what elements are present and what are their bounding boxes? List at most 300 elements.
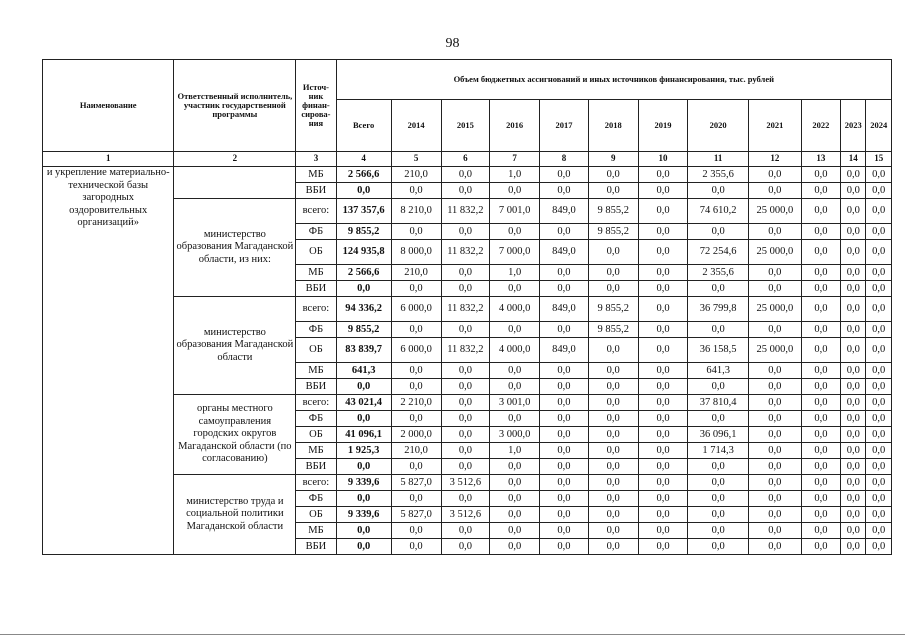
- year-value-cell: 0,0: [748, 507, 801, 523]
- year-value-cell: 0,0: [638, 459, 688, 475]
- year-value-cell: 0,0: [391, 322, 441, 338]
- header-year: 2024: [866, 100, 892, 152]
- year-value-cell: 0,0: [490, 459, 540, 475]
- year-value-cell: 7 001,0: [490, 199, 540, 224]
- total-cell: 0,0: [336, 183, 391, 199]
- column-number: 12: [748, 152, 801, 167]
- year-value-cell: 9 855,2: [588, 199, 638, 224]
- year-value-cell: 0,0: [688, 523, 748, 539]
- funding-source-cell: ВБИ: [296, 539, 336, 555]
- year-value-cell: 0,0: [540, 265, 589, 281]
- year-value-cell: 0,0: [748, 322, 801, 338]
- year-value-cell: 0,0: [588, 443, 638, 459]
- year-value-cell: 849,0: [540, 297, 589, 322]
- year-value-cell: 0,0: [801, 265, 840, 281]
- year-value-cell: 0,0: [391, 539, 441, 555]
- year-value-cell: 11 832,2: [441, 338, 490, 363]
- year-value-cell: 3 001,0: [490, 395, 540, 411]
- total-cell: 9 855,2: [336, 224, 391, 240]
- year-value-cell: 5 827,0: [391, 507, 441, 523]
- year-value-cell: 0,0: [490, 379, 540, 395]
- header-year: 2023: [841, 100, 866, 152]
- year-value-cell: 9 855,2: [588, 224, 638, 240]
- header-year: 2021: [748, 100, 801, 152]
- year-value-cell: 0,0: [441, 322, 490, 338]
- year-value-cell: 0,0: [540, 395, 589, 411]
- year-value-cell: 0,0: [588, 523, 638, 539]
- year-value-cell: 0,0: [688, 281, 748, 297]
- year-value-cell: 0,0: [801, 183, 840, 199]
- year-value-cell: 0,0: [801, 411, 840, 427]
- year-value-cell: 0,0: [866, 539, 892, 555]
- year-value-cell: 0,0: [801, 240, 840, 265]
- column-number: 11: [688, 152, 748, 167]
- year-value-cell: 0,0: [540, 459, 589, 475]
- year-value-cell: 0,0: [748, 183, 801, 199]
- year-value-cell: 0,0: [540, 443, 589, 459]
- year-value-cell: 0,0: [866, 281, 892, 297]
- year-value-cell: 0,0: [841, 459, 866, 475]
- funding-source-cell: ФБ: [296, 491, 336, 507]
- year-value-cell: 0,0: [748, 224, 801, 240]
- year-value-cell: 0,0: [391, 491, 441, 507]
- header-year: 2015: [441, 100, 490, 152]
- year-value-cell: 0,0: [540, 379, 589, 395]
- year-value-cell: 0,0: [540, 427, 589, 443]
- year-value-cell: 0,0: [866, 523, 892, 539]
- year-value-cell: 0,0: [588, 411, 638, 427]
- funding-source-cell: МБ: [296, 167, 336, 183]
- funding-source-cell: МБ: [296, 265, 336, 281]
- header-year: 2022: [801, 100, 840, 152]
- year-value-cell: 11 832,2: [441, 199, 490, 224]
- year-value-cell: 210,0: [391, 443, 441, 459]
- header-year: 2016: [490, 100, 540, 152]
- year-value-cell: 1,0: [490, 167, 540, 183]
- total-cell: 124 935,8: [336, 240, 391, 265]
- responsible-cell: министерство труда и социальной политики Магаданской области: [174, 475, 296, 555]
- total-cell: 2 566,6: [336, 167, 391, 183]
- year-value-cell: 0,0: [588, 363, 638, 379]
- year-value-cell: 36 799,8: [688, 297, 748, 322]
- year-value-cell: 0,0: [866, 183, 892, 199]
- year-value-cell: 0,0: [866, 297, 892, 322]
- total-cell: 137 357,6: [336, 199, 391, 224]
- year-value-cell: 0,0: [638, 427, 688, 443]
- total-cell: 0,0: [336, 281, 391, 297]
- year-value-cell: 0,0: [490, 322, 540, 338]
- year-value-cell: 11 832,2: [441, 240, 490, 265]
- year-value-cell: 0,0: [441, 491, 490, 507]
- year-value-cell: 8 210,0: [391, 199, 441, 224]
- year-value-cell: 0,0: [441, 539, 490, 555]
- year-value-cell: 0,0: [801, 167, 840, 183]
- year-value-cell: 0,0: [841, 491, 866, 507]
- year-value-cell: 0,0: [801, 199, 840, 224]
- year-value-cell: 9 855,2: [588, 297, 638, 322]
- year-value-cell: 0,0: [841, 411, 866, 427]
- year-value-cell: 0,0: [540, 475, 589, 491]
- year-value-cell: 0,0: [801, 427, 840, 443]
- year-value-cell: 2 355,6: [688, 167, 748, 183]
- column-number: 9: [588, 152, 638, 167]
- year-value-cell: 0,0: [441, 281, 490, 297]
- total-cell: 0,0: [336, 539, 391, 555]
- year-value-cell: 0,0: [866, 322, 892, 338]
- column-number: 8: [540, 152, 589, 167]
- year-value-cell: 72 254,6: [688, 240, 748, 265]
- year-value-cell: 0,0: [441, 183, 490, 199]
- header-funding-group: Объем бюджетных ассигнований и иных источников финансирования, тыс. рублей: [336, 60, 891, 100]
- funding-source-cell: всего:: [296, 395, 336, 411]
- year-value-cell: 0,0: [588, 507, 638, 523]
- year-value-cell: 0,0: [866, 395, 892, 411]
- header-total: Всего: [336, 100, 391, 152]
- year-value-cell: 849,0: [540, 338, 589, 363]
- total-cell: 0,0: [336, 491, 391, 507]
- year-value-cell: 3 512,6: [441, 475, 490, 491]
- year-value-cell: 0,0: [748, 379, 801, 395]
- year-value-cell: 0,0: [638, 539, 688, 555]
- year-value-cell: 0,0: [441, 411, 490, 427]
- year-value-cell: 0,0: [841, 363, 866, 379]
- year-value-cell: 0,0: [540, 281, 589, 297]
- year-value-cell: 0,0: [638, 491, 688, 507]
- year-value-cell: 0,0: [688, 475, 748, 491]
- year-value-cell: 0,0: [588, 240, 638, 265]
- year-value-cell: 0,0: [490, 363, 540, 379]
- year-value-cell: 0,0: [588, 459, 638, 475]
- total-cell: 41 096,1: [336, 427, 391, 443]
- responsible-cell: министерство образования Магаданской области: [174, 297, 296, 395]
- year-value-cell: 74 610,2: [688, 199, 748, 224]
- year-value-cell: 0,0: [638, 395, 688, 411]
- year-value-cell: 0,0: [748, 459, 801, 475]
- year-value-cell: 2 000,0: [391, 427, 441, 443]
- funding-source-cell: всего:: [296, 475, 336, 491]
- funding-source-cell: МБ: [296, 523, 336, 539]
- year-value-cell: 9 855,2: [588, 322, 638, 338]
- year-value-cell: 0,0: [490, 491, 540, 507]
- year-value-cell: 0,0: [441, 224, 490, 240]
- column-number-row: [43, 152, 892, 167]
- total-cell: 641,3: [336, 363, 391, 379]
- year-value-cell: 0,0: [866, 491, 892, 507]
- year-value-cell: 0,0: [441, 523, 490, 539]
- year-value-cell: 0,0: [841, 281, 866, 297]
- year-value-cell: 0,0: [588, 338, 638, 363]
- year-value-cell: 2 355,6: [688, 265, 748, 281]
- header-year: 2018: [588, 100, 638, 152]
- header-year: 2017: [540, 100, 589, 152]
- year-value-cell: 0,0: [441, 459, 490, 475]
- funding-source-cell: ОБ: [296, 240, 336, 265]
- year-value-cell: 4 000,0: [490, 297, 540, 322]
- year-value-cell: 0,0: [801, 459, 840, 475]
- year-value-cell: 0,0: [638, 475, 688, 491]
- year-value-cell: 0,0: [801, 395, 840, 411]
- year-value-cell: 7 000,0: [490, 240, 540, 265]
- year-value-cell: 0,0: [801, 491, 840, 507]
- year-value-cell: 0,0: [801, 443, 840, 459]
- year-value-cell: 25 000,0: [748, 338, 801, 363]
- column-number: 7: [490, 152, 540, 167]
- year-value-cell: 0,0: [866, 443, 892, 459]
- year-value-cell: 0,0: [748, 443, 801, 459]
- year-value-cell: 0,0: [391, 183, 441, 199]
- year-value-cell: 0,0: [588, 281, 638, 297]
- year-value-cell: 0,0: [801, 379, 840, 395]
- year-value-cell: 0,0: [841, 379, 866, 395]
- year-value-cell: 0,0: [441, 265, 490, 281]
- year-value-cell: 0,0: [638, 199, 688, 224]
- funding-source-cell: ОБ: [296, 507, 336, 523]
- year-value-cell: 0,0: [801, 281, 840, 297]
- funding-source-cell: ВБИ: [296, 183, 336, 199]
- funding-source-cell: ОБ: [296, 338, 336, 363]
- year-value-cell: 0,0: [841, 297, 866, 322]
- total-cell: 83 839,7: [336, 338, 391, 363]
- year-value-cell: 0,0: [688, 491, 748, 507]
- year-value-cell: 0,0: [841, 322, 866, 338]
- year-value-cell: 0,0: [801, 363, 840, 379]
- year-value-cell: 0,0: [391, 523, 441, 539]
- page-number: 98: [445, 36, 460, 51]
- year-value-cell: 0,0: [801, 338, 840, 363]
- total-cell: 0,0: [336, 459, 391, 475]
- column-number: 3: [296, 152, 336, 167]
- year-value-cell: 25 000,0: [748, 199, 801, 224]
- year-value-cell: 0,0: [638, 281, 688, 297]
- column-number: 1: [43, 152, 174, 167]
- year-value-cell: 0,0: [688, 379, 748, 395]
- year-value-cell: 0,0: [688, 322, 748, 338]
- year-value-cell: 0,0: [801, 297, 840, 322]
- funding-source-cell: ФБ: [296, 411, 336, 427]
- column-number: 15: [866, 152, 892, 167]
- year-value-cell: 0,0: [490, 224, 540, 240]
- year-value-cell: 0,0: [588, 491, 638, 507]
- year-value-cell: 0,0: [540, 491, 589, 507]
- year-value-cell: 6 000,0: [391, 338, 441, 363]
- total-cell: 9 339,6: [336, 507, 391, 523]
- year-value-cell: 0,0: [588, 395, 638, 411]
- funding-source-cell: МБ: [296, 443, 336, 459]
- year-value-cell: 0,0: [540, 539, 589, 555]
- year-value-cell: 0,0: [841, 427, 866, 443]
- total-cell: 43 021,4: [336, 395, 391, 411]
- column-number: 2: [174, 152, 296, 167]
- year-value-cell: 0,0: [638, 338, 688, 363]
- total-cell: 0,0: [336, 523, 391, 539]
- column-number: 13: [801, 152, 840, 167]
- year-value-cell: 0,0: [688, 459, 748, 475]
- funding-source-cell: всего:: [296, 199, 336, 224]
- year-value-cell: 0,0: [540, 507, 589, 523]
- year-value-cell: 0,0: [638, 265, 688, 281]
- funding-source-cell: ФБ: [296, 224, 336, 240]
- year-value-cell: 3 000,0: [490, 427, 540, 443]
- year-value-cell: 0,0: [638, 363, 688, 379]
- year-value-cell: 0,0: [748, 265, 801, 281]
- table-row: [43, 167, 892, 183]
- year-value-cell: 849,0: [540, 240, 589, 265]
- year-value-cell: 0,0: [866, 199, 892, 224]
- year-value-cell: 0,0: [688, 224, 748, 240]
- year-value-cell: 0,0: [841, 224, 866, 240]
- year-value-cell: 0,0: [866, 459, 892, 475]
- year-value-cell: 0,0: [441, 167, 490, 183]
- year-value-cell: 641,3: [688, 363, 748, 379]
- year-value-cell: 0,0: [490, 183, 540, 199]
- year-value-cell: 0,0: [841, 338, 866, 363]
- budget-table: [42, 59, 892, 555]
- year-value-cell: 0,0: [638, 183, 688, 199]
- year-value-cell: 4 000,0: [490, 338, 540, 363]
- year-value-cell: 11 832,2: [441, 297, 490, 322]
- page-bottom-edge: [0, 634, 905, 635]
- column-number: 6: [441, 152, 490, 167]
- year-value-cell: 6 000,0: [391, 297, 441, 322]
- year-value-cell: 0,0: [866, 240, 892, 265]
- year-value-cell: 0,0: [638, 224, 688, 240]
- year-value-cell: 0,0: [841, 167, 866, 183]
- year-value-cell: 0,0: [490, 411, 540, 427]
- year-value-cell: 0,0: [841, 443, 866, 459]
- year-value-cell: 0,0: [588, 379, 638, 395]
- year-value-cell: 0,0: [441, 427, 490, 443]
- year-value-cell: 0,0: [490, 475, 540, 491]
- year-value-cell: 0,0: [866, 507, 892, 523]
- year-value-cell: 36 158,5: [688, 338, 748, 363]
- year-value-cell: 25 000,0: [748, 297, 801, 322]
- header-year: 2014: [391, 100, 441, 152]
- year-value-cell: 0,0: [391, 411, 441, 427]
- year-value-cell: 0,0: [540, 523, 589, 539]
- year-value-cell: 0,0: [588, 265, 638, 281]
- header-name: Наименование: [43, 60, 174, 152]
- year-value-cell: 5 827,0: [391, 475, 441, 491]
- year-value-cell: 0,0: [866, 338, 892, 363]
- column-number: 5: [391, 152, 441, 167]
- column-number: 10: [638, 152, 688, 167]
- year-value-cell: 0,0: [841, 507, 866, 523]
- year-value-cell: 0,0: [391, 459, 441, 475]
- year-value-cell: 0,0: [841, 265, 866, 281]
- year-value-cell: 0,0: [748, 363, 801, 379]
- year-value-cell: 0,0: [391, 379, 441, 395]
- year-value-cell: 0,0: [801, 322, 840, 338]
- funding-source-cell: ОБ: [296, 427, 336, 443]
- year-value-cell: 210,0: [391, 167, 441, 183]
- year-value-cell: 0,0: [638, 507, 688, 523]
- year-value-cell: 0,0: [841, 523, 866, 539]
- funding-source-cell: МБ: [296, 363, 336, 379]
- header-year: 2020: [688, 100, 748, 152]
- program-name-cell: и укрепление материально-технической базы загородных оздоровительных организаций»: [43, 167, 174, 555]
- year-value-cell: 0,0: [391, 224, 441, 240]
- funding-source-cell: ФБ: [296, 322, 336, 338]
- year-value-cell: 0,0: [490, 507, 540, 523]
- year-value-cell: 0,0: [540, 183, 589, 199]
- year-value-cell: 210,0: [391, 265, 441, 281]
- total-cell: 0,0: [336, 411, 391, 427]
- year-value-cell: 0,0: [441, 395, 490, 411]
- year-value-cell: 0,0: [748, 475, 801, 491]
- total-cell: 9 339,6: [336, 475, 391, 491]
- year-value-cell: 3 512,6: [441, 507, 490, 523]
- year-value-cell: 0,0: [841, 539, 866, 555]
- year-value-cell: 36 096,1: [688, 427, 748, 443]
- header-source: Источ-ник финан-сирова-ния: [296, 60, 336, 152]
- year-value-cell: 0,0: [441, 363, 490, 379]
- year-value-cell: 0,0: [490, 281, 540, 297]
- year-value-cell: 0,0: [441, 379, 490, 395]
- year-value-cell: 0,0: [748, 411, 801, 427]
- year-value-cell: 0,0: [638, 240, 688, 265]
- year-value-cell: 0,0: [638, 411, 688, 427]
- total-cell: 1 925,3: [336, 443, 391, 459]
- year-value-cell: 0,0: [841, 199, 866, 224]
- year-value-cell: 0,0: [540, 167, 589, 183]
- year-value-cell: 0,0: [748, 491, 801, 507]
- year-value-cell: 0,0: [638, 322, 688, 338]
- year-value-cell: 0,0: [490, 539, 540, 555]
- year-value-cell: 849,0: [540, 199, 589, 224]
- year-value-cell: 0,0: [540, 322, 589, 338]
- total-cell: 0,0: [336, 379, 391, 395]
- year-value-cell: 0,0: [841, 183, 866, 199]
- year-value-cell: 0,0: [841, 395, 866, 411]
- year-value-cell: 0,0: [748, 523, 801, 539]
- year-value-cell: 0,0: [490, 523, 540, 539]
- total-cell: 94 336,2: [336, 297, 391, 322]
- year-value-cell: 0,0: [866, 167, 892, 183]
- year-value-cell: 0,0: [688, 539, 748, 555]
- column-number: 4: [336, 152, 391, 167]
- header-year: 2019: [638, 100, 688, 152]
- year-value-cell: 0,0: [801, 507, 840, 523]
- year-value-cell: 0,0: [748, 167, 801, 183]
- year-value-cell: 1 714,3: [688, 443, 748, 459]
- year-value-cell: 0,0: [866, 265, 892, 281]
- year-value-cell: 1,0: [490, 443, 540, 459]
- year-value-cell: 0,0: [391, 281, 441, 297]
- funding-source-cell: ВБИ: [296, 379, 336, 395]
- year-value-cell: 0,0: [688, 183, 748, 199]
- year-value-cell: 0,0: [588, 167, 638, 183]
- funding-source-cell: ВБИ: [296, 459, 336, 475]
- year-value-cell: 0,0: [801, 523, 840, 539]
- year-value-cell: 0,0: [801, 475, 840, 491]
- year-value-cell: 0,0: [588, 539, 638, 555]
- responsible-cell: органы местного самоуправления городских округов Магаданской области (по согласованию): [174, 395, 296, 475]
- year-value-cell: 0,0: [866, 224, 892, 240]
- year-value-cell: 0,0: [638, 443, 688, 459]
- year-value-cell: 0,0: [540, 363, 589, 379]
- year-value-cell: 0,0: [688, 411, 748, 427]
- year-value-cell: 25 000,0: [748, 240, 801, 265]
- year-value-cell: 0,0: [540, 411, 589, 427]
- year-value-cell: 0,0: [638, 167, 688, 183]
- year-value-cell: 0,0: [866, 411, 892, 427]
- year-value-cell: 8 000,0: [391, 240, 441, 265]
- year-value-cell: 2 210,0: [391, 395, 441, 411]
- total-cell: 2 566,6: [336, 265, 391, 281]
- year-value-cell: 0,0: [748, 281, 801, 297]
- year-value-cell: 37 810,4: [688, 395, 748, 411]
- column-number: 14: [841, 152, 866, 167]
